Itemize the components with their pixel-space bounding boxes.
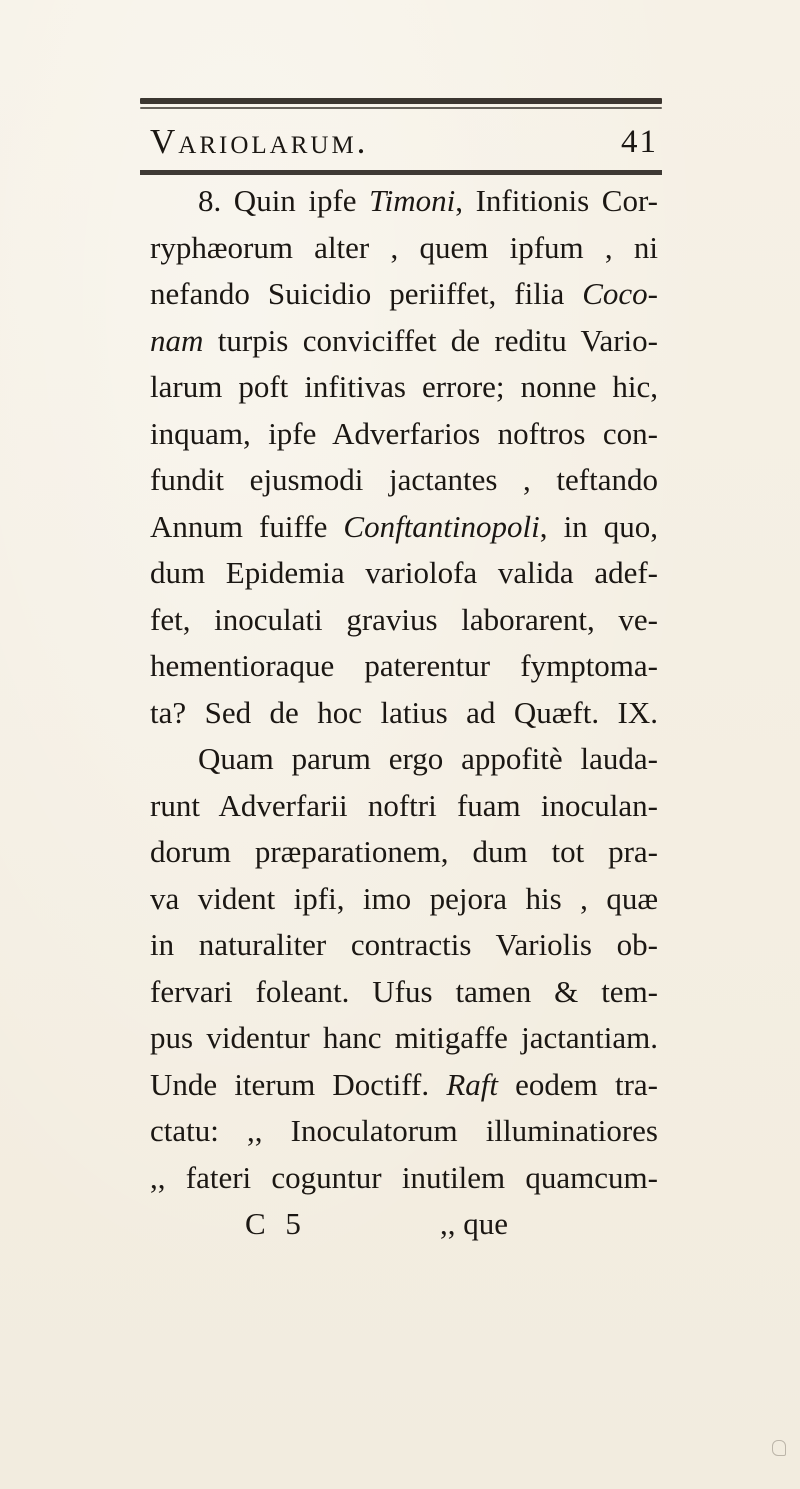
text-line: Unde iterum Doctiff. Raft eodem tra- xyxy=(150,1066,658,1102)
text-line: Quam parum ergo appofitè lauda- xyxy=(198,741,658,776)
text-line: inquam, ipfe Adverfarios noftros con- xyxy=(150,415,658,451)
text-line: ,, fateri coguntur inutilem quamcum- xyxy=(150,1159,658,1195)
text-line: va vident ipfi, imo pejora his , quæ xyxy=(150,880,658,916)
text-line: fervari foleant. Ufus tamen & tem- xyxy=(150,973,658,1009)
top-rule-thick xyxy=(140,98,662,104)
text-line: ryphæorum alter , quem ipfum , ni xyxy=(150,229,658,265)
text-line: dum Epidemia variolofa valida adef- xyxy=(150,555,658,590)
text-line: dorum præparationem, dum tot pra- xyxy=(150,834,658,869)
text-line: runt Adverfarii noftri fuam inoculan- xyxy=(150,787,658,823)
top-rule-thin xyxy=(140,107,662,109)
text-line: in naturaliter contractis Variolis ob- xyxy=(150,927,658,962)
text-line: hementioraque paterentur fymptoma- xyxy=(150,648,658,683)
running-head: Variolarum. xyxy=(150,122,369,161)
catchword: ,, que xyxy=(440,1206,509,1241)
paper-mark xyxy=(772,1440,786,1456)
text-line: Annum fuiffe Conftantinopoli, in quo, xyxy=(150,508,658,544)
text-line: fundit ejusmodi jactantes , teftando xyxy=(150,462,658,497)
text-line: larum poft infitivas errore; nonne hic, xyxy=(150,369,658,404)
text-line: nam turpis conviciffet de reditu Vario- xyxy=(150,322,658,358)
text-line: ctatu: ,, Inoculatorum illuminatiores xyxy=(150,1113,658,1148)
text-line: 8. Quin ipfe Timoni, Infitionis Cor- xyxy=(198,183,658,218)
page-header xyxy=(150,120,658,170)
signature-mark: C 5 xyxy=(245,1206,307,1241)
text-line: ta? Sed de hoc latius ad Quæft. IX. xyxy=(150,694,658,730)
text-line: fet, inoculati gravius laborarent, ve- xyxy=(150,601,658,637)
text-line: pus videntur hanc mitigaffe jactantiam. xyxy=(150,1020,658,1055)
header-rule xyxy=(140,170,662,175)
body-text xyxy=(150,178,658,1248)
footer-line xyxy=(150,1201,658,1248)
text-line: nefando Suicidio periiffet, filia Coco- xyxy=(150,276,658,311)
page-number: 41 xyxy=(621,124,658,160)
